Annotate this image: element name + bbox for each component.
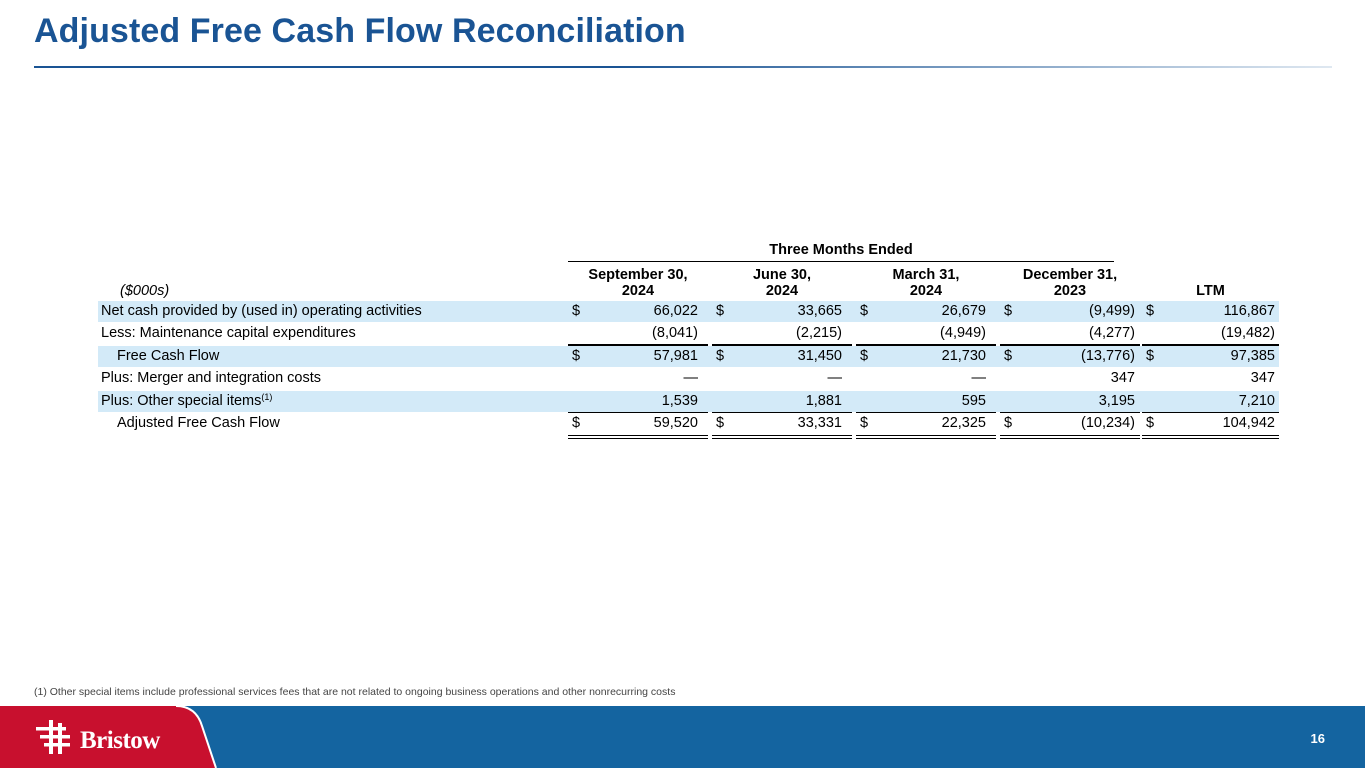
- column-header-line1: September 30,: [588, 267, 688, 283]
- cell-value: 104,942: [1222, 415, 1275, 431]
- row-label-text: Less: Maintenance capital expenditures: [101, 325, 356, 342]
- dollar-sign: $: [1004, 415, 1013, 431]
- dollar-sign: $: [572, 303, 581, 319]
- group-header: Three Months Ended: [769, 242, 913, 258]
- row-label-text: Plus: Other special items: [101, 392, 262, 409]
- cell-value: 595: [961, 392, 986, 409]
- dollar-sign: $: [1146, 415, 1155, 431]
- row-label: [117, 415, 280, 431]
- cell-value: 7,210: [1238, 392, 1275, 409]
- table-row: [98, 413, 1279, 434]
- row-label-text: Net cash provided by (used in) operating activities: [101, 303, 422, 319]
- column-header-line2: 2024: [765, 283, 799, 299]
- cell-value: —: [971, 370, 986, 387]
- row-label-text: Adjusted Free Cash Flow: [117, 415, 280, 431]
- column-header-line1: June 30,: [752, 267, 812, 283]
- row-label: [101, 303, 422, 319]
- row-label-text: Plus: Merger and integration costs: [101, 370, 322, 387]
- cell-value: 26,679: [941, 303, 986, 319]
- total-double-rule: [712, 435, 852, 439]
- column-header-line2: 2023: [1053, 283, 1087, 299]
- row-label-text: Free Cash Flow: [117, 347, 220, 364]
- row-label: [101, 325, 356, 341]
- cell-value: 1,539: [661, 392, 698, 409]
- cell-value: 1,881: [805, 392, 842, 409]
- column-header-line2: 2024: [621, 283, 655, 299]
- dollar-sign: $: [1146, 303, 1155, 319]
- total-double-rule: [568, 435, 708, 439]
- cell-value: 347: [1250, 370, 1275, 387]
- cell-value: 59,520: [653, 415, 698, 431]
- footnote: (1) Other special items include professional services fees that are not related to ongoing business operations and other nonrecurring costs: [34, 686, 676, 698]
- bristow-logo: Bristow: [80, 727, 160, 754]
- page-title: Adjusted Free Cash Flow Reconciliation: [34, 12, 686, 50]
- cell-value: (10,234): [1080, 415, 1135, 431]
- cell-value: 3,195: [1098, 392, 1135, 409]
- dollar-sign: $: [1004, 347, 1013, 364]
- dollar-sign: $: [860, 303, 869, 319]
- cell-value: (4,949): [940, 325, 986, 342]
- column-header-line2: LTM: [1196, 283, 1225, 299]
- page-number: 16: [1310, 731, 1325, 746]
- cell-value: —: [683, 370, 698, 387]
- column-header-dec-2023: [1000, 267, 1140, 299]
- cell-value: (2,215): [796, 325, 842, 342]
- column-header-sep-2024: [568, 267, 708, 299]
- dollar-sign: $: [860, 415, 869, 431]
- cell-value: —: [827, 370, 842, 387]
- cell-value: 22,325: [941, 415, 986, 431]
- column-header-line1: March 31,: [892, 267, 960, 283]
- table-row: [98, 301, 1279, 322]
- cell-value: (8,041): [652, 325, 698, 342]
- column-header-line1: [1142, 267, 1279, 283]
- title-divider: [34, 66, 1332, 68]
- table-row: [98, 346, 1279, 367]
- cell-value: 31,450: [797, 347, 842, 364]
- column-header-line1: December 31,: [1022, 267, 1118, 283]
- row-label: [117, 348, 219, 364]
- row-label: [101, 393, 272, 409]
- bristow-logo-icon: [36, 720, 76, 754]
- unit-label: ($000s): [120, 283, 170, 299]
- column-header-line2: 2024: [909, 283, 943, 299]
- row-label: [101, 370, 321, 386]
- total-double-rule: [1142, 435, 1279, 439]
- total-double-rule: [1000, 435, 1140, 439]
- dollar-sign: $: [716, 415, 725, 431]
- dollar-sign: $: [716, 303, 725, 319]
- column-header-mar-2024: [856, 267, 996, 299]
- cell-value: (4,277): [1089, 325, 1135, 342]
- column-header-ltm: [1142, 267, 1279, 299]
- footnote-marker: (1): [261, 391, 273, 402]
- dollar-sign: $: [1146, 347, 1155, 364]
- cell-value: 347: [1110, 370, 1135, 387]
- dollar-sign: $: [572, 415, 581, 431]
- cell-value: 57,981: [653, 347, 698, 364]
- dollar-sign: $: [716, 347, 725, 364]
- cell-value: 97,385: [1230, 347, 1275, 364]
- cell-value: 33,331: [797, 415, 842, 431]
- table-row: [98, 368, 1279, 389]
- column-header-jun-2024: [712, 267, 852, 299]
- dollar-sign: $: [860, 347, 869, 364]
- table-row: [98, 391, 1279, 412]
- dollar-sign: $: [1004, 303, 1013, 319]
- cell-value: (19,482): [1220, 325, 1275, 342]
- cell-value: 21,730: [941, 347, 986, 364]
- total-double-rule: [856, 435, 996, 439]
- cell-value: 33,665: [797, 303, 842, 319]
- dollar-sign: $: [572, 347, 581, 364]
- cell-value: (13,776): [1080, 347, 1135, 364]
- cell-value: 116,867: [1223, 303, 1275, 319]
- footer-band: [0, 706, 1365, 768]
- group-header-rule: [568, 261, 1114, 262]
- table-row: [98, 323, 1279, 344]
- cell-value: 66,022: [653, 303, 698, 319]
- cell-value: (9,499): [1089, 303, 1135, 319]
